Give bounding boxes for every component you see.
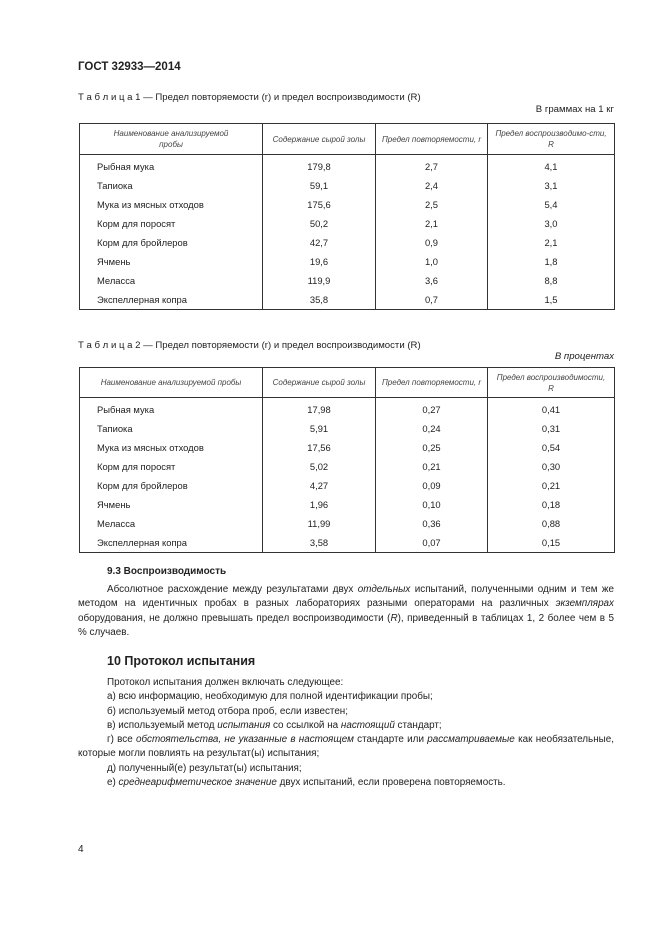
list-item: д) полученный(е) результат(ы) испытания; xyxy=(107,762,302,774)
list-text: стандарт; xyxy=(394,719,442,731)
table-cell: 0,21 xyxy=(376,457,488,476)
table-row xyxy=(80,155,615,177)
table-cell: 5,91 xyxy=(263,419,376,438)
table-row xyxy=(80,476,615,495)
table-row xyxy=(80,233,615,252)
list-item xyxy=(78,776,614,790)
paragraph-emphasis: R xyxy=(390,612,398,624)
section-10-list xyxy=(78,676,614,790)
list-text: в) используемый метод xyxy=(107,719,218,731)
table1-header-r xyxy=(376,124,488,155)
paragraph-text: оборудования, не должно превышать предел воспроизводимости ( xyxy=(78,612,391,624)
table-row xyxy=(80,533,615,553)
table-cell: 0,18 xyxy=(488,495,615,514)
table-cell: 3,1 xyxy=(488,176,615,195)
table2-header-r xyxy=(376,368,488,398)
table-cell: 0,54 xyxy=(488,438,615,457)
table-cell: Корм для бройлеров xyxy=(80,233,263,252)
table-cell: 3,0 xyxy=(488,214,615,233)
table-cell: 0,88 xyxy=(488,514,615,533)
table-cell: 0,21 xyxy=(488,476,615,495)
table-cell: 1,96 xyxy=(263,495,376,514)
table-cell: Корм для бройлеров xyxy=(80,476,263,495)
table-cell: 0,10 xyxy=(376,495,488,514)
table-cell: Тапиока xyxy=(80,419,263,438)
table-cell: 1,8 xyxy=(488,252,615,271)
document-header: ГОСТ 32933—2014 xyxy=(78,61,181,73)
table2-header-name-text: Наименование анализируемой пробы xyxy=(100,378,242,387)
table-cell: Экспеллерная копра xyxy=(80,290,263,310)
table-cell: 0,24 xyxy=(376,419,488,438)
list-emphasis: обстоятельства, не указанные в настоящем xyxy=(136,734,354,746)
paragraph-text: Абсолютное расхождение между результатами двух xyxy=(107,584,358,595)
table2-header-r-text: Предел повторяемости, r xyxy=(381,378,482,387)
table-cell: 17,56 xyxy=(263,438,376,457)
table-cell: 2,1 xyxy=(376,214,488,233)
table-cell: Меласса xyxy=(80,514,263,533)
table-cell: Рыбная мука xyxy=(80,398,263,420)
paragraph-emphasis: отдельных xyxy=(357,584,411,595)
list-emphasis: испытания xyxy=(217,719,271,731)
table-cell: 8,8 xyxy=(488,271,615,290)
table-cell: 0,25 xyxy=(376,438,488,457)
table-cell: 119,9 xyxy=(263,271,376,290)
table-cell: Корм для поросят xyxy=(80,214,263,233)
table-cell: Мука из мясных отходов xyxy=(80,438,263,457)
table-cell: Корм для поросят xyxy=(80,457,263,476)
table2-caption: Т а б л и ц а 2 — Предел повторяемости (r) и предел воспроизводимости (R) xyxy=(78,340,421,351)
table-cell: 0,07 xyxy=(376,533,488,553)
table-row xyxy=(80,252,615,271)
table-cell: 2,1 xyxy=(488,233,615,252)
table-cell: 175,6 xyxy=(263,195,376,214)
table-cell: 11,99 xyxy=(263,514,376,533)
list-emphasis: настоящий xyxy=(340,719,395,731)
table1-header-name xyxy=(80,124,263,155)
table-cell: Мука из мясных отходов xyxy=(80,195,263,214)
table-cell: 0,09 xyxy=(376,476,488,495)
table2 xyxy=(79,367,615,553)
list-item: а) всю информацию, необходимую для полной идентификации пробы; xyxy=(107,691,433,703)
table2-header-ash-text: Содержание сырой золы xyxy=(272,378,366,387)
table-cell: Тапиока xyxy=(80,176,263,195)
section-9-3-title: 9.3 Воспроизводимость xyxy=(107,566,227,577)
table-row xyxy=(80,290,615,310)
table-cell: 59,1 xyxy=(263,176,376,195)
table1-header-ash-text: Содержание сырой золы xyxy=(272,134,366,144)
table-cell: 2,7 xyxy=(376,155,488,177)
table-cell: Экспеллерная копра xyxy=(80,533,263,553)
table-cell: 0,7 xyxy=(376,290,488,310)
paragraph-text: испытаний, полученными одним и тем же методом на идентичных пробах в разных лабораториях разными операторами на различных xyxy=(78,584,614,610)
list-item: б) используемый метод отбора проб, если известен; xyxy=(107,705,349,717)
table-cell: 42,7 xyxy=(263,233,376,252)
table-row xyxy=(80,495,615,514)
table-row xyxy=(80,457,615,476)
table-cell: 5,02 xyxy=(263,457,376,476)
table-row xyxy=(80,514,615,533)
table-row xyxy=(80,398,615,420)
table-row xyxy=(80,419,615,438)
table-row xyxy=(80,176,615,195)
list-text: стандарте или xyxy=(353,734,428,746)
table2-header-ash xyxy=(263,368,376,398)
section-10-title: 10 Протокол испытания xyxy=(107,654,256,668)
table2-unit: В процентах xyxy=(554,351,614,362)
table1-header-R xyxy=(488,124,615,155)
table-cell: 35,8 xyxy=(263,290,376,310)
paragraph-emphasis: экземплярах xyxy=(555,598,614,610)
table1 xyxy=(79,123,615,310)
table-cell: 17,98 xyxy=(263,398,376,420)
list-item xyxy=(78,733,614,762)
table-cell: 50,2 xyxy=(263,214,376,233)
list-text: е) xyxy=(107,777,119,789)
table-cell: Рыбная мука xyxy=(80,155,263,177)
table-cell: 4,27 xyxy=(263,476,376,495)
table-cell: Ячмень xyxy=(80,495,263,514)
table-cell: Ячмень xyxy=(80,252,263,271)
list-text: как необязательные, которые могли повлиять на результат(ы) испытания; xyxy=(78,734,614,760)
table-cell: 3,6 xyxy=(376,271,488,290)
table-cell: 5,4 xyxy=(488,195,615,214)
table2-header-R xyxy=(488,368,615,398)
table-cell: Меласса xyxy=(80,271,263,290)
list-text: г) все xyxy=(107,734,137,746)
list-intro: Протокол испытания должен включать следующее: xyxy=(107,677,344,688)
table-cell: 2,5 xyxy=(376,195,488,214)
table-row xyxy=(80,214,615,233)
table-cell: 4,1 xyxy=(488,155,615,177)
table-cell: 0,15 xyxy=(488,533,615,553)
table1-header-R-text: Предел воспроизводимо-сти, R xyxy=(495,129,607,149)
table-cell: 0,27 xyxy=(376,398,488,420)
table-cell: 1,5 xyxy=(488,290,615,310)
list-item xyxy=(78,719,614,733)
table-cell: 0,9 xyxy=(376,233,488,252)
table1-caption: Т а б л и ц а 1 — Предел повторяемости (r) и предел воспроизводимости (R) xyxy=(78,92,421,103)
table-row xyxy=(80,271,615,290)
list-emphasis: среднеарифметическое значение xyxy=(118,777,277,789)
list-emphasis: рассматриваемые xyxy=(427,734,515,746)
page-number: 4 xyxy=(78,844,84,855)
table-cell: 1,0 xyxy=(376,252,488,271)
table-cell: 0,31 xyxy=(488,419,615,438)
table-cell: 2,4 xyxy=(376,176,488,195)
list-text: двух испытаний, если проверена повторяемость. xyxy=(276,777,506,789)
table-cell: 0,41 xyxy=(488,398,615,420)
table2-header-name xyxy=(80,368,263,398)
section-9-3-paragraph xyxy=(78,583,614,640)
paragraph-text: ), приведенный в таблицах 1, 2 более чем в 5 % случаев. xyxy=(78,612,615,638)
table2-header-R-text: Предел воспроизводимости, R xyxy=(496,372,606,393)
table1-header-ash xyxy=(263,124,376,155)
table1-header-name-text: Наименование анализируемой пробы xyxy=(113,129,229,149)
table1-header-r-text: Предел повторяемости, r xyxy=(381,134,482,144)
table-row xyxy=(80,195,615,214)
list-text: со ссылкой на xyxy=(270,719,341,731)
table-cell: 179,8 xyxy=(263,155,376,177)
table-cell: 19,6 xyxy=(263,252,376,271)
table1-unit: В граммах на 1 кг xyxy=(535,104,614,115)
table-row xyxy=(80,438,615,457)
table-cell: 0,30 xyxy=(488,457,615,476)
table-cell: 3,58 xyxy=(263,533,376,553)
table-cell: 0,36 xyxy=(376,514,488,533)
